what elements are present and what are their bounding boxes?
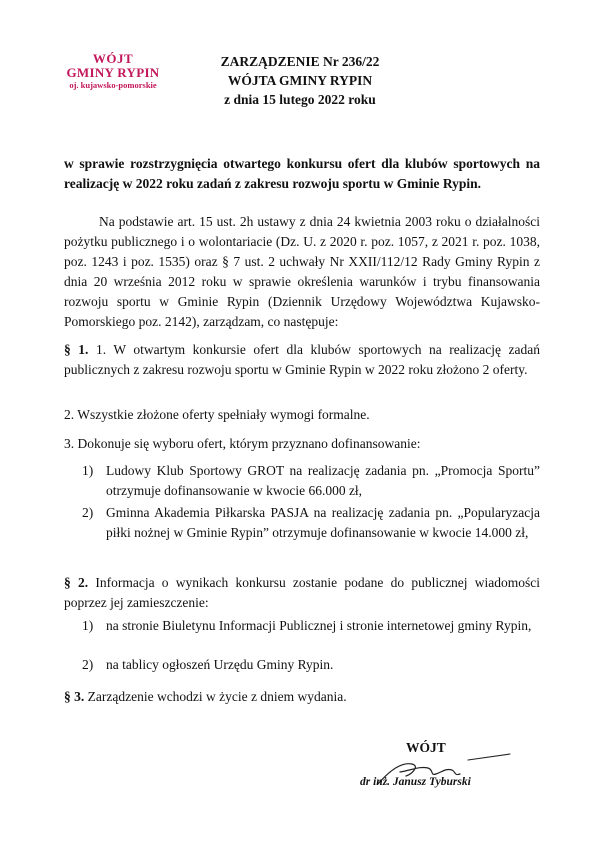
section-3-text: Zarządzenie wchodzi w życie z dniem wydania. — [87, 689, 347, 704]
section-1-point-1 — [64, 340, 540, 380]
list-item-number: 2) — [82, 505, 94, 520]
document-subject: w sprawie rozstrzygnięcia otwartego konkursu ofert dla klubów sportowych na realizację w 2022 roku zadań z zakresu rozwoju sportu w Gminie Rypin. — [64, 156, 540, 191]
office-stamp — [52, 52, 174, 90]
header-issuer: WÓJTA GMINY RYPIN — [227, 73, 373, 88]
document-header — [200, 52, 400, 109]
stamp-line-3: oj. kujawsko-pomorskie — [69, 80, 157, 90]
list-item — [82, 503, 540, 543]
list-item-text: Ludowy Klub Sportowy GROT na realizację zadania pn. „Promocja Sportu” otrzymuje dofinansowanie w kwocie 66.000 zł, — [106, 463, 540, 498]
section-2-text: Informacja o wynikach konkursu zostanie podane do publicznej wiadomości poprzez jej zamieszczenie: — [64, 575, 541, 610]
section-2 — [64, 573, 540, 613]
list-item-text: na stronie Biuletynu Informacji Publicznej i stronie internetowej gminy Rypin, — [106, 618, 532, 633]
section-1-point-3: 3. Dokonuje się wyboru ofert, którym przyznano dofinansowanie: — [64, 436, 421, 451]
list-item-text: Gminna Akademia Piłkarska PASJA na realizację zadania pn. „Popularyzacja piłki nożnej w Gminie Rypin” otrzymuje dofinansowanie w kwocie 14.000 zł, — [106, 505, 540, 540]
list-item-number: 2) — [82, 657, 94, 672]
section-2-marker: § 2. — [64, 575, 89, 590]
section-1-point-2: 2. Wszystkie złożone oferty spełniały wymogi formalne. — [64, 407, 370, 422]
preamble: Na podstawie art. 15 ust. 2h ustawy z dnia 24 kwietnia 2003 roku o działalności pożytku publicznego i o wolontariacie (Dz. U. z 2020 r. poz. 1057, z 2021 r. poz. 1038, poz. 1243 i poz. 1535) oraz § 7 ust. 2 uchwały Nr XXII/112/12 Rady Gminy Rypin z dnia 20 września 2012 roku w sprawie określenia warunków i trybu finansowania rozwoju sportu w Gminie Rypin (Dziennik Urzędowy Województwa Kujawsko-Pomorskiego poz. 2142), zarządzam, co następuje: — [64, 214, 540, 329]
signature-name: dr inż. Janusz Tyburski — [360, 776, 471, 788]
list-item-number: 1) — [82, 463, 94, 478]
list-item-number: 1) — [82, 618, 94, 633]
list-item — [82, 461, 540, 501]
section-3-marker: § 3. — [64, 689, 85, 704]
header-title: ZARZĄDZENIE Nr 236/22 — [220, 54, 380, 69]
header-date: z dnia 15 lutego 2022 roku — [224, 92, 376, 107]
signature-title: WÓJT — [406, 740, 446, 755]
stamp-line-2: GMINY RYPIN — [66, 65, 160, 80]
section-1-marker: § 1. — [64, 342, 89, 357]
stamp-line-1: WÓJT — [92, 51, 134, 66]
list-item-text: na tablicy ogłoszeń Urzędu Gminy Rypin. — [106, 657, 334, 672]
list-item — [82, 655, 540, 675]
handwritten-signature — [360, 740, 520, 800]
list-item — [82, 616, 540, 636]
section-3 — [64, 687, 540, 707]
section-1-point-1-text: 1. W otwartym konkursie ofert dla klubów sportowych na realizację zadań publicznych z zakresu rozwoju sportu w Gminie Rypin w 2022 roku złożono 2 oferty. — [64, 342, 540, 377]
